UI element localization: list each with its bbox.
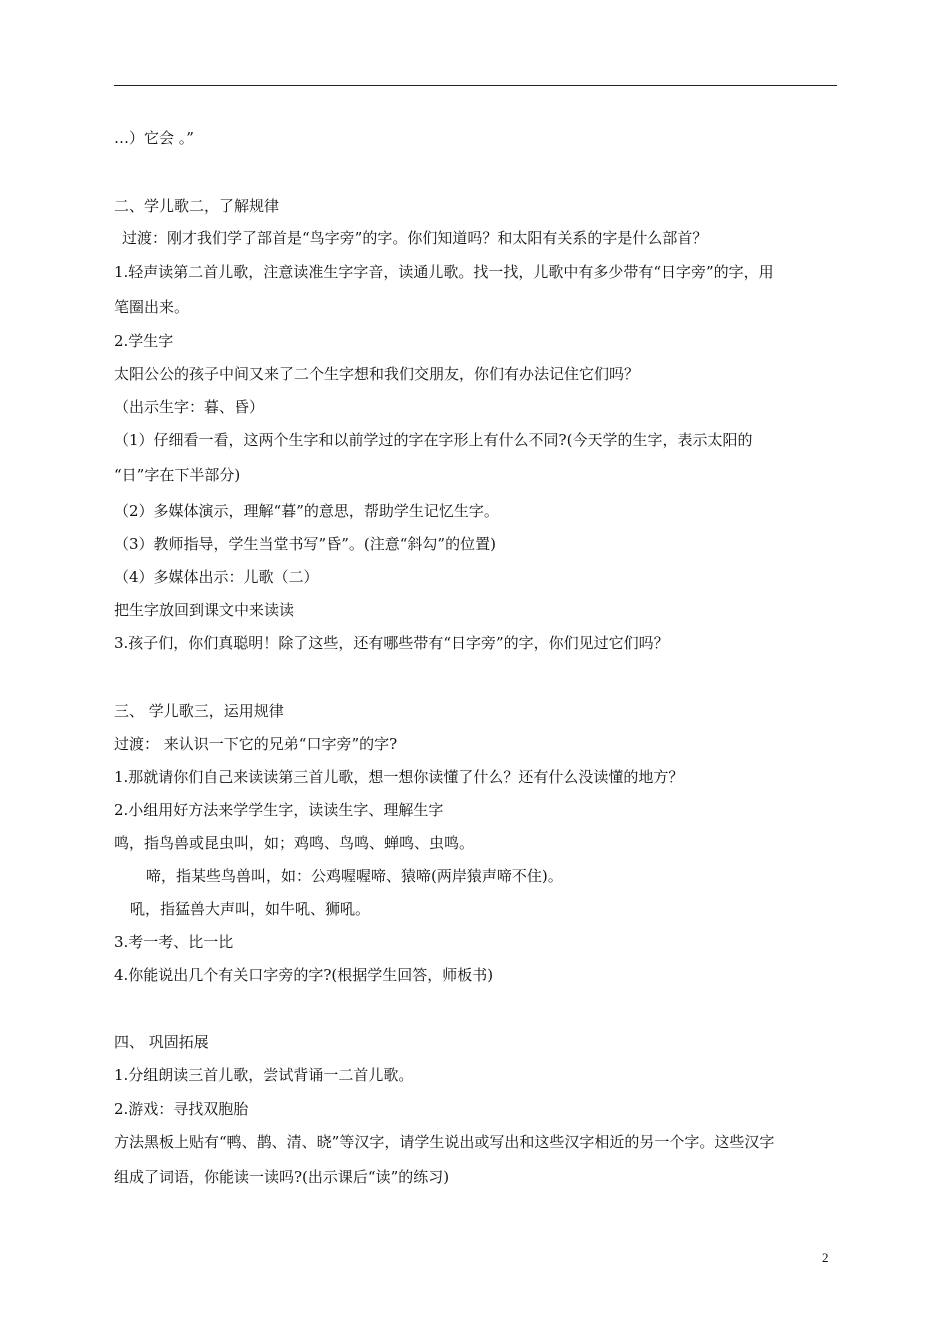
header-rule [114,85,837,86]
text-line: 鸣，指鸟兽或昆虫叫，如；鸡鸣、鸟鸣、蝉鸣、虫鸣。 [114,834,475,852]
text-line: 组成了词语，你能读一读吗?(出示课后“读”的练习) [114,1168,450,1186]
text-line: 2.学生字 [114,332,174,350]
text-line: …）它会 。” [114,129,194,147]
section-heading: 三、 学儿歌三，运用规律 [114,702,284,720]
page-number: 2 [822,1250,829,1265]
text-line: 过渡：刚才我们学了部首是“鸟字旁”的字。你们知道吗？和太阳有关系的字是什么部首？ [122,229,708,247]
text-line: （出示生字：暮、昏） [114,398,265,416]
text-line: 1.分组朗读三首儿歌，尝试背诵一二首儿歌。 [114,1066,414,1084]
text-line: （1）仔细看一看，这两个生字和以前学过的字在字形上有什么不同?(今天学的生字，表示太阳的 [114,431,753,449]
text-line: （4）多媒体出示：儿歌（二） [114,568,319,586]
text-line: 把生字放回到课文中来读读 [114,601,295,619]
text-line: 太阳公公的孩子中间又来了二个生字想和我们交朋友，你们有办法记住它们吗？ [114,365,640,383]
text-line: 4.你能说出几个有关口字旁的字?(根据学生回答，师板书) [114,966,494,984]
section-heading: 二、学儿歌二，了解规律 [114,197,280,215]
text-line: “日”字在下半部分) [114,466,241,484]
text-line: 吼，指猛兽大声叫，如牛吼、狮吼。 [130,900,371,918]
text-line: （2）多媒体演示，理解“暮”的意思，帮助学生记忆生字。 [114,502,499,520]
text-line: 2.小组用好方法来学学生字，读读生字、理解生字 [114,801,444,819]
text-line: 过渡： 来认识一下它的兄弟“口字旁”的字? [114,735,398,753]
text-line: 2.游戏：寻找双胞胎 [114,1100,249,1118]
section-heading: 四、 巩固拓展 [114,1033,209,1051]
text-line: （3）教师指导，学生当堂书写”昏”。(注意“斜勾”的位置) [114,535,496,553]
text-line: 3.考一考、比一比 [114,933,234,951]
text-line: 啼，指某些鸟兽叫，如：公鸡喔喔啼、猿啼(两岸猿声啼不住)。 [146,867,563,885]
text-line: 1.那就请你们自己来读读第三首儿歌，想一想你读懂了什么？还有什么没读懂的地方？ [114,768,684,786]
text-line: 3.孩子们，你们真聪明！除了这些，还有哪些带有“日字旁”的字，你们见过它们吗？ [114,634,669,652]
text-line: 方法黑板上贴有“鸭、鹊、清、晓”等汉字，请学生说出或写出和这些汉字相近的另一个字。这些汉字 [114,1133,775,1151]
text-line: 笔圈出来。 [114,298,190,316]
text-line: 1.轻声读第二首儿歌，注意读准生字字音，读通儿歌。找一找，儿歌中有多少带有“日字旁”的字，用 [114,263,774,281]
